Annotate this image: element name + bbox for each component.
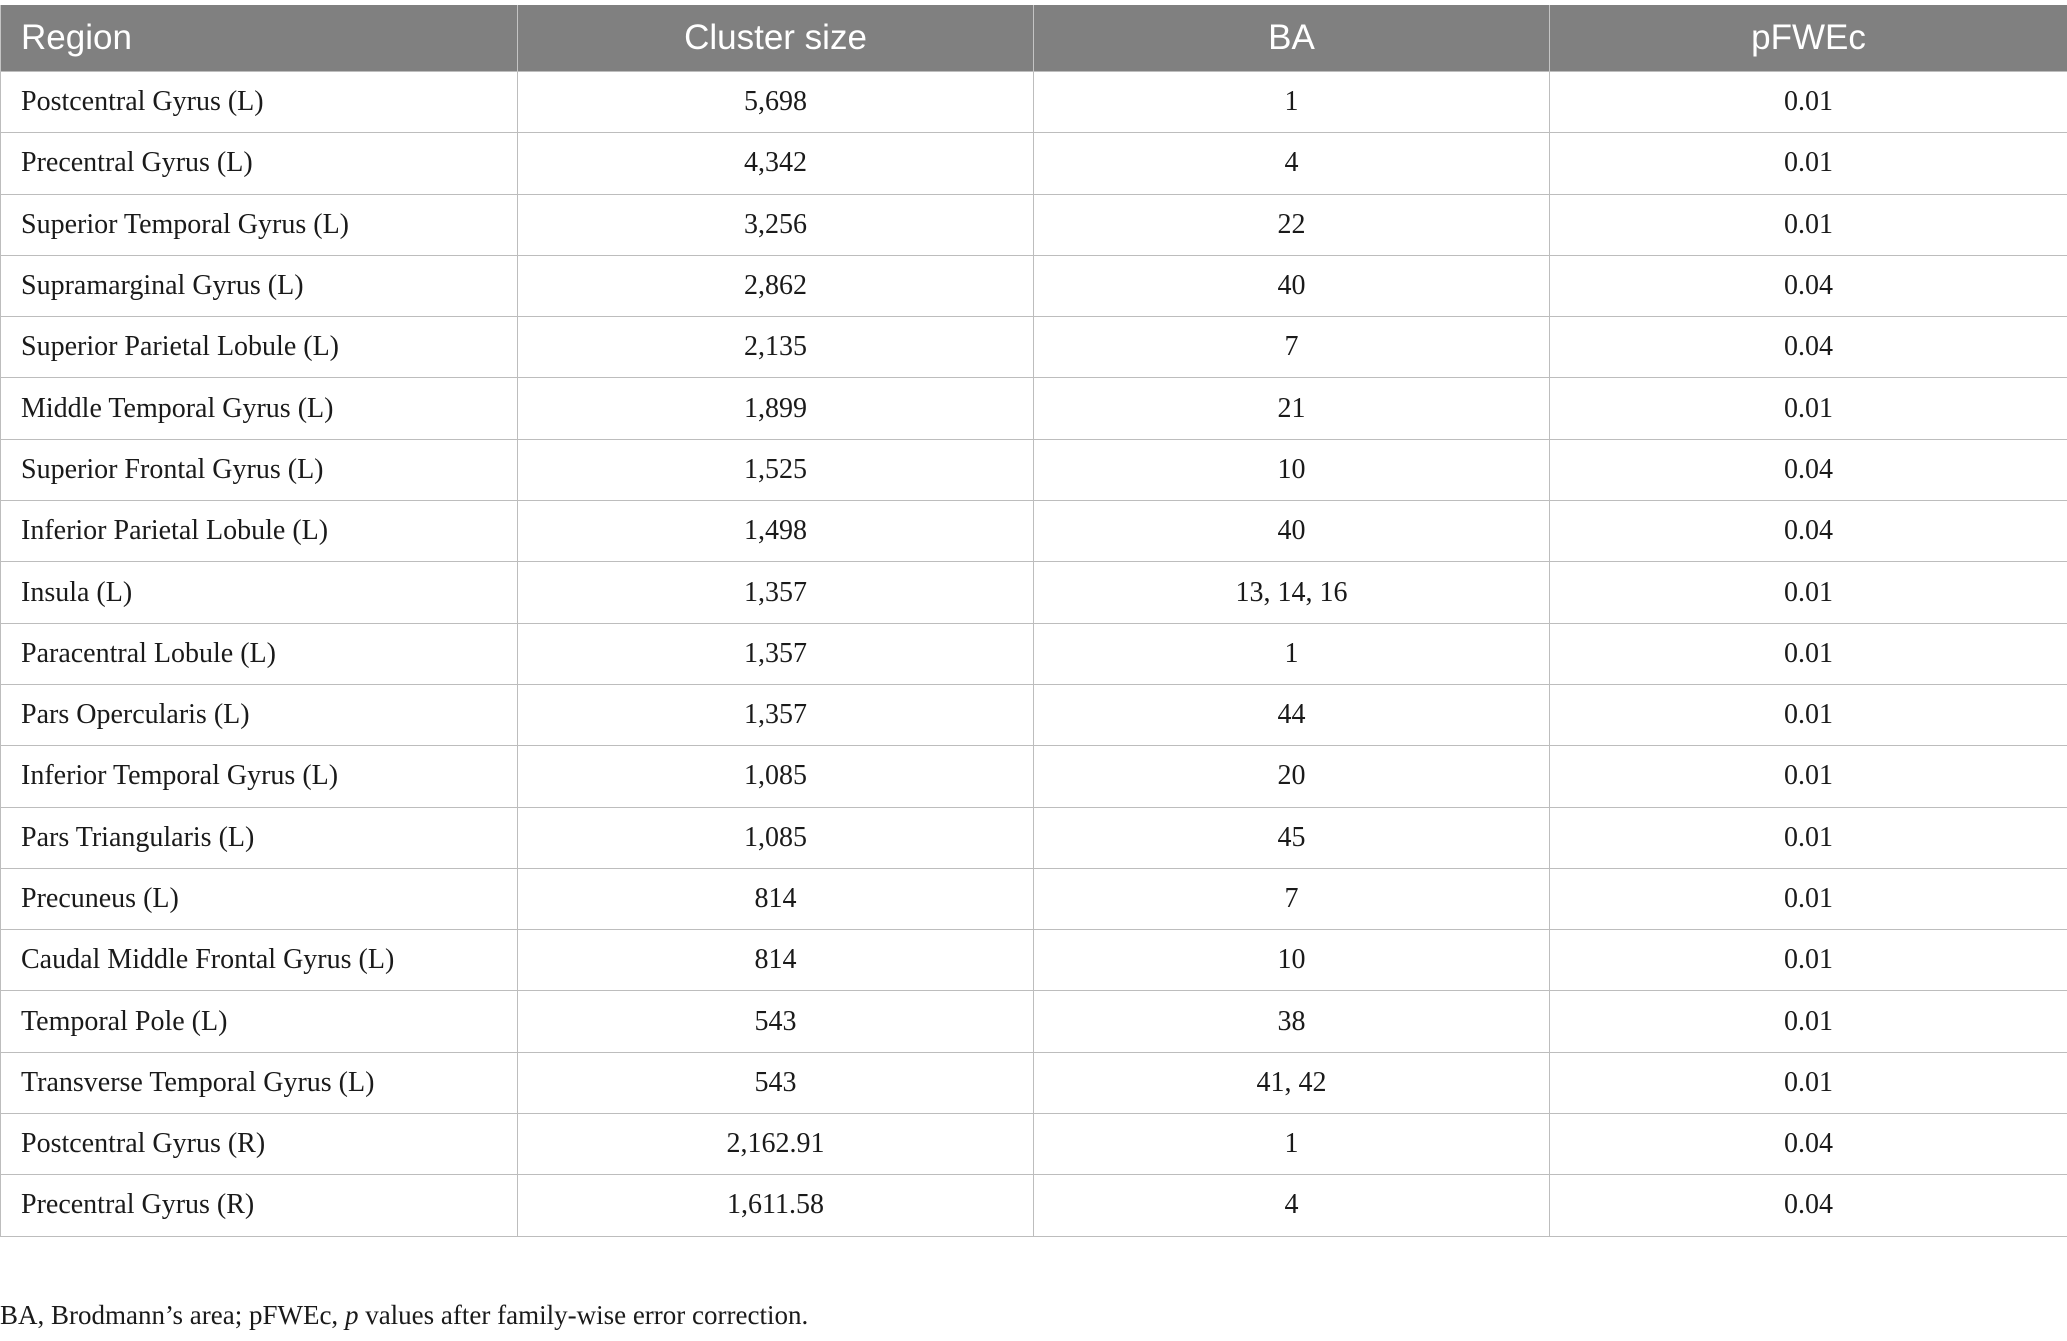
ba-cell: 41, 42 — [1034, 1052, 1550, 1113]
pfwec-cell: 0.01 — [1550, 807, 2067, 868]
ba-cell: 7 — [1034, 868, 1550, 929]
table-row — [1, 746, 2067, 807]
cluster-size-cell: 1,357 — [518, 623, 1034, 684]
ba-cell: 38 — [1034, 991, 1550, 1052]
region-cell: Inferior Temporal Gyrus (L) — [1, 746, 518, 807]
cluster-size-cell: 2,862 — [518, 255, 1034, 316]
ba-cell: 1 — [1034, 1114, 1550, 1175]
cluster-size-cell: 814 — [518, 930, 1034, 991]
region-cell: Transverse Temporal Gyrus (L) — [1, 1052, 518, 1113]
cluster-size-cell: 2,135 — [518, 317, 1034, 378]
pfwec-cell: 0.01 — [1550, 684, 2067, 745]
pfwec-cell: 0.04 — [1550, 317, 2067, 378]
cluster-size-cell: 1,085 — [518, 807, 1034, 868]
ba-cell: 40 — [1034, 255, 1550, 316]
pfwec-cell: 0.04 — [1550, 501, 2067, 562]
table-footnote — [0, 1300, 808, 1331]
pfwec-cell: 0.01 — [1550, 868, 2067, 929]
pfwec-cell: 0.01 — [1550, 72, 2067, 133]
table-row — [1, 807, 2067, 868]
ba-cell: 22 — [1034, 194, 1550, 255]
pfwec-cell: 0.01 — [1550, 746, 2067, 807]
ba-cell: 10 — [1034, 439, 1550, 500]
ba-cell: 10 — [1034, 930, 1550, 991]
region-cell: Inferior Parietal Lobule (L) — [1, 501, 518, 562]
column-header-cluster-size: Cluster size — [518, 5, 1034, 72]
region-cell: Postcentral Gyrus (R) — [1, 1114, 518, 1175]
table-row — [1, 1175, 2067, 1236]
table-row — [1, 562, 2067, 623]
region-cell: Insula (L) — [1, 562, 518, 623]
table-row — [1, 868, 2067, 929]
region-cell: Precentral Gyrus (R) — [1, 1175, 518, 1236]
ba-cell: 20 — [1034, 746, 1550, 807]
pfwec-cell: 0.01 — [1550, 133, 2067, 194]
cluster-size-cell: 1,611.58 — [518, 1175, 1034, 1236]
region-cell: Caudal Middle Frontal Gyrus (L) — [1, 930, 518, 991]
pfwec-cell: 0.01 — [1550, 562, 2067, 623]
region-cell: Supramarginal Gyrus (L) — [1, 255, 518, 316]
cluster-size-cell: 814 — [518, 868, 1034, 929]
results-table-container — [0, 5, 2067, 1237]
table-row — [1, 439, 2067, 500]
region-cell: Pars Triangularis (L) — [1, 807, 518, 868]
cluster-size-cell: 1,525 — [518, 439, 1034, 500]
pfwec-cell: 0.01 — [1550, 1052, 2067, 1113]
table-row — [1, 991, 2067, 1052]
table-row — [1, 133, 2067, 194]
ba-cell: 40 — [1034, 501, 1550, 562]
cluster-size-cell: 543 — [518, 1052, 1034, 1113]
table-row — [1, 501, 2067, 562]
region-cell: Middle Temporal Gyrus (L) — [1, 378, 518, 439]
cluster-size-cell: 4,342 — [518, 133, 1034, 194]
pfwec-cell: 0.01 — [1550, 930, 2067, 991]
column-header-pfwec: pFWEc — [1550, 5, 2067, 72]
pfwec-cell: 0.04 — [1550, 439, 2067, 500]
table-row — [1, 255, 2067, 316]
ba-cell: 44 — [1034, 684, 1550, 745]
cluster-size-cell: 1,085 — [518, 746, 1034, 807]
cluster-size-cell: 543 — [518, 991, 1034, 1052]
ba-cell: 7 — [1034, 317, 1550, 378]
table-row — [1, 930, 2067, 991]
table-body — [1, 72, 2067, 1237]
table-row — [1, 72, 2067, 133]
cluster-size-cell: 1,357 — [518, 562, 1034, 623]
column-header-region: Region — [1, 5, 518, 72]
region-cell: Superior Frontal Gyrus (L) — [1, 439, 518, 500]
footnote-prefix: BA, Brodmann’s area; pFWEc, — [0, 1300, 345, 1330]
ba-cell: 1 — [1034, 72, 1550, 133]
results-table — [0, 5, 2067, 1237]
column-header-ba: BA — [1034, 5, 1550, 72]
ba-cell: 4 — [1034, 133, 1550, 194]
cluster-size-cell: 1,357 — [518, 684, 1034, 745]
pfwec-cell: 0.01 — [1550, 623, 2067, 684]
cluster-size-cell: 1,498 — [518, 501, 1034, 562]
pfwec-cell: 0.04 — [1550, 1175, 2067, 1236]
table-row — [1, 1052, 2067, 1113]
table-row — [1, 378, 2067, 439]
table-row — [1, 684, 2067, 745]
pfwec-cell: 0.04 — [1550, 255, 2067, 316]
cluster-size-cell: 3,256 — [518, 194, 1034, 255]
pfwec-cell: 0.04 — [1550, 1114, 2067, 1175]
region-cell: Superior Temporal Gyrus (L) — [1, 194, 518, 255]
ba-cell: 1 — [1034, 623, 1550, 684]
ba-cell: 13, 14, 16 — [1034, 562, 1550, 623]
region-cell: Postcentral Gyrus (L) — [1, 72, 518, 133]
pfwec-cell: 0.01 — [1550, 378, 2067, 439]
region-cell: Precentral Gyrus (L) — [1, 133, 518, 194]
footnote-suffix: values after family-wise error correction. — [358, 1300, 809, 1330]
region-cell: Superior Parietal Lobule (L) — [1, 317, 518, 378]
table-header — [1, 5, 2067, 72]
ba-cell: 4 — [1034, 1175, 1550, 1236]
table-row — [1, 194, 2067, 255]
table-row — [1, 623, 2067, 684]
pfwec-cell: 0.01 — [1550, 194, 2067, 255]
cluster-size-cell: 5,698 — [518, 72, 1034, 133]
region-cell: Precuneus (L) — [1, 868, 518, 929]
footnote-italic-p: p — [344, 1300, 359, 1330]
region-cell: Pars Opercularis (L) — [1, 684, 518, 745]
cluster-size-cell: 1,899 — [518, 378, 1034, 439]
ba-cell: 21 — [1034, 378, 1550, 439]
region-cell: Paracentral Lobule (L) — [1, 623, 518, 684]
table-row — [1, 1114, 2067, 1175]
cluster-size-cell: 2,162.91 — [518, 1114, 1034, 1175]
header-row — [1, 5, 2067, 72]
region-cell: Temporal Pole (L) — [1, 991, 518, 1052]
table-row — [1, 317, 2067, 378]
ba-cell: 45 — [1034, 807, 1550, 868]
pfwec-cell: 0.01 — [1550, 991, 2067, 1052]
